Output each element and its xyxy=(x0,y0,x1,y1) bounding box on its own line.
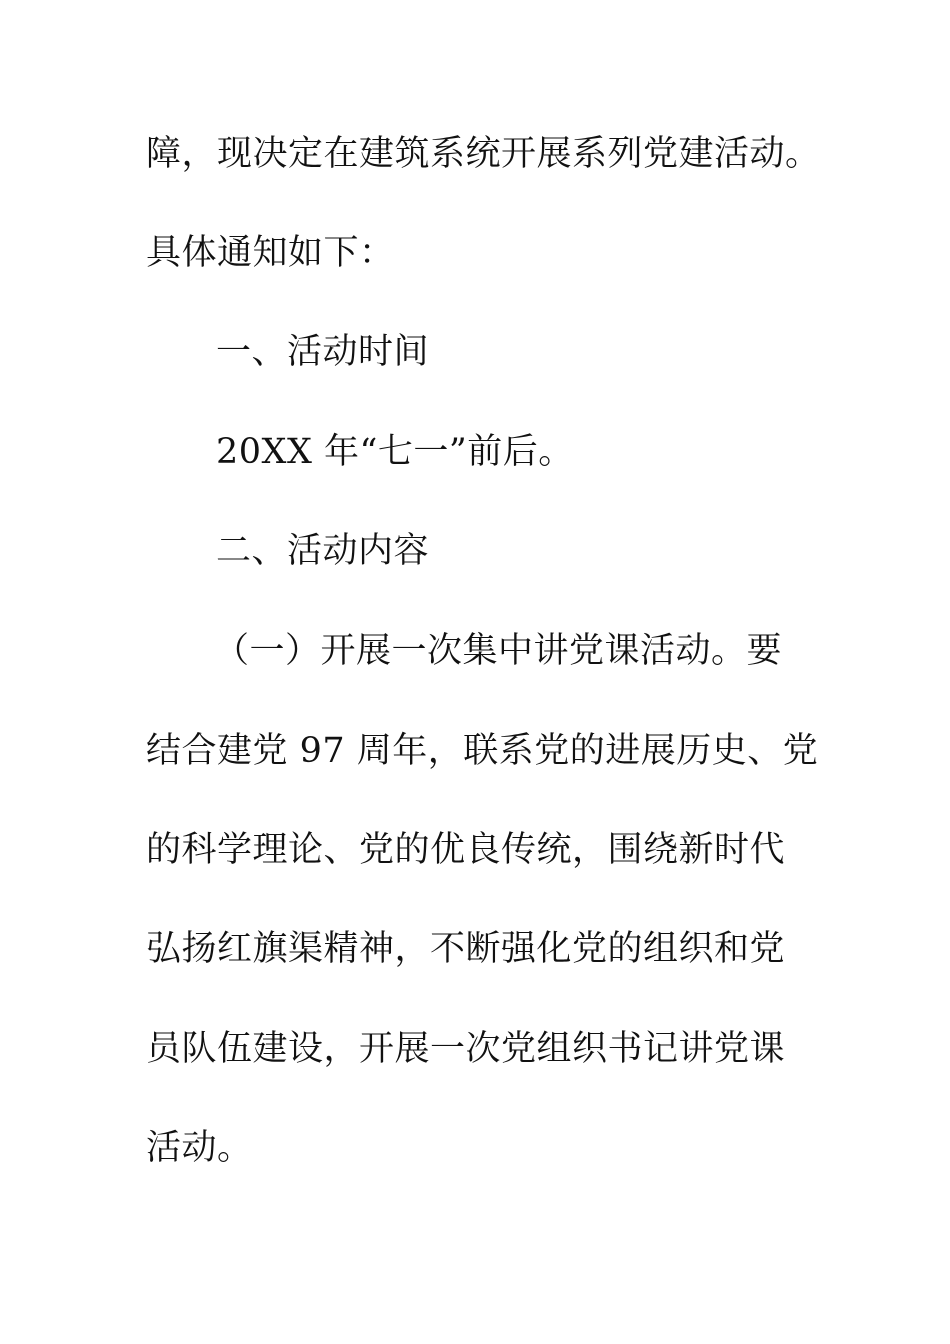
body-text-line: 结合建党 97 周年，联系党的进展历史、党 xyxy=(146,731,819,771)
body-text-line: 员队伍建设，开展一次党组织书记讲党课 xyxy=(146,1029,786,1069)
body-text-line: 弘扬红旗渠精神，不断强化党的组织和党 xyxy=(146,929,786,969)
body-text-line: 的科学理论、党的优良传统，围绕新时代 xyxy=(146,830,786,870)
section-heading: 一、活动时间 xyxy=(216,332,430,372)
section-heading: 二、活动内容 xyxy=(216,531,430,571)
subsection-heading: （一）开展一次集中讲党课活动。要 xyxy=(214,631,783,671)
body-text-line: 20XX 年“七一”前后。 xyxy=(216,432,574,472)
body-text-line: 障，现决定在建筑系统开展系列党建活动。 xyxy=(146,134,821,174)
body-text-line: 具体通知如下： xyxy=(146,233,395,273)
body-text-line: 活动。 xyxy=(146,1128,253,1168)
